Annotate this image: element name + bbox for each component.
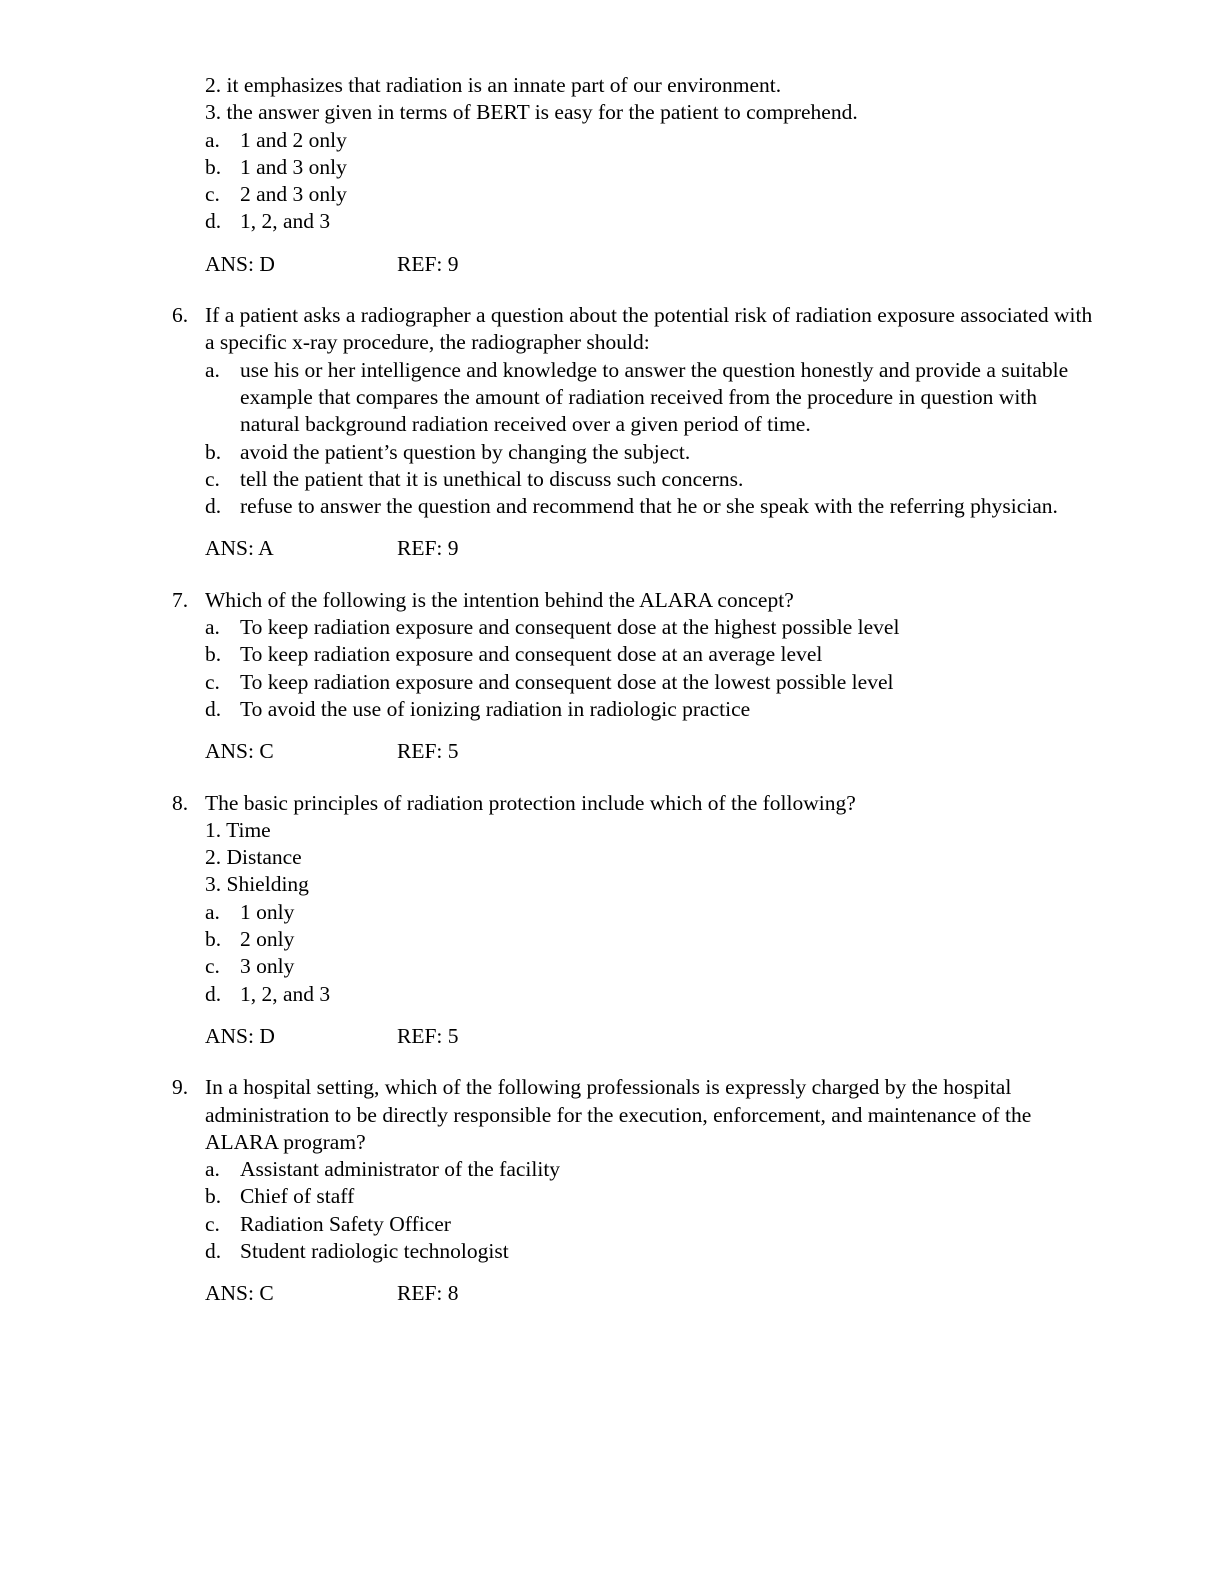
option-a: a. 1 only	[205, 899, 295, 924]
answer-line	[205, 1023, 1102, 1050]
answer: ANS: D	[205, 1023, 275, 1048]
statement-item: 1. Time	[205, 817, 271, 842]
question-number: 9.	[172, 1075, 189, 1100]
question-7	[172, 587, 1102, 766]
option-b: b. To keep radiation exposure and consequent dose at an average level	[205, 642, 823, 667]
option-d: d. Student radiologic technologist	[205, 1238, 509, 1263]
question-text: The basic principles of radiation protection include which of the following?	[205, 790, 856, 815]
option-a: a. 1 and 2 only	[205, 127, 347, 152]
option-c: c. tell the patient that it is unethical to discuss such concerns.	[205, 466, 744, 491]
option-d: d. 1, 2, and 3	[205, 209, 331, 234]
reference: REF: 5	[397, 1023, 459, 1048]
option-b: b. Chief of staff	[205, 1184, 355, 1209]
option-d: d. refuse to answer the question and recommend that he or she speak with the referring physician.	[205, 494, 1058, 519]
option-a: a. use his or her intelligence and knowledge to answer the question honestly and provide a suitable example that compares the amount of radiation received from the procedure in question with natural background radiation received over a given period of time.	[205, 357, 1069, 437]
question-text: In a hospital setting, which of the following professionals is expressly charged by the hospital administration to be directly responsible for the execution, enforcement, and maintenance of the ALARA program?	[205, 1075, 1032, 1154]
question-number: 7.	[172, 587, 189, 612]
reference: REF: 8	[397, 1281, 459, 1306]
question-text: If a patient asks a radiographer a question about the potential risk of radiation exposure associated with a specific x-ray procedure, the radiographer should:	[205, 303, 1093, 355]
reference: REF: 9	[397, 536, 459, 561]
statement-item: 3. the answer given in terms of BERT is easy for the patient to comprehend.	[205, 100, 858, 125]
question-number: 6.	[172, 303, 189, 328]
option-c: c. To keep radiation exposure and consequent dose at the lowest possible level	[205, 669, 894, 694]
statement-item: 2. Distance	[205, 845, 302, 870]
question-list	[172, 72, 1102, 1332]
answer-line	[205, 738, 1102, 765]
question-text: Which of the following is the intention behind the ALARA concept?	[205, 587, 794, 612]
question-6	[172, 302, 1102, 563]
answer: ANS: C	[205, 1281, 274, 1306]
option-c: c. Radiation Safety Officer	[205, 1211, 451, 1236]
option-d: d. To avoid the use of ionizing radiation in radiologic practice	[205, 696, 751, 721]
option-c: c. 3 only	[205, 954, 295, 979]
question-8	[172, 790, 1102, 1051]
option-b: b. avoid the patient’s question by changing the subject.	[205, 439, 691, 464]
option-d: d. 1, 2, and 3	[205, 981, 331, 1006]
answer-line	[205, 535, 1102, 562]
question-number: 8.	[172, 790, 189, 815]
reference: REF: 5	[397, 739, 459, 764]
option-c: c. 2 and 3 only	[205, 182, 347, 207]
question-5-continued	[172, 72, 1102, 278]
option-b: b. 1 and 3 only	[205, 154, 347, 179]
option-b: b. 2 only	[205, 927, 295, 952]
question-9	[172, 1074, 1102, 1307]
statement-item: 2. it emphasizes that radiation is an innate part of our environment.	[205, 73, 782, 97]
option-a: a. To keep radiation exposure and consequent dose at the highest possible level	[205, 615, 900, 640]
answer-line	[205, 251, 1102, 278]
answer: ANS: C	[205, 739, 274, 764]
reference: REF: 9	[397, 251, 459, 276]
answer: ANS: A	[205, 536, 274, 561]
option-a: a. Assistant administrator of the facility	[205, 1157, 561, 1182]
answer: ANS: D	[205, 251, 275, 276]
answer-line	[205, 1280, 1102, 1307]
statement-item: 3. Shielding	[205, 872, 309, 897]
